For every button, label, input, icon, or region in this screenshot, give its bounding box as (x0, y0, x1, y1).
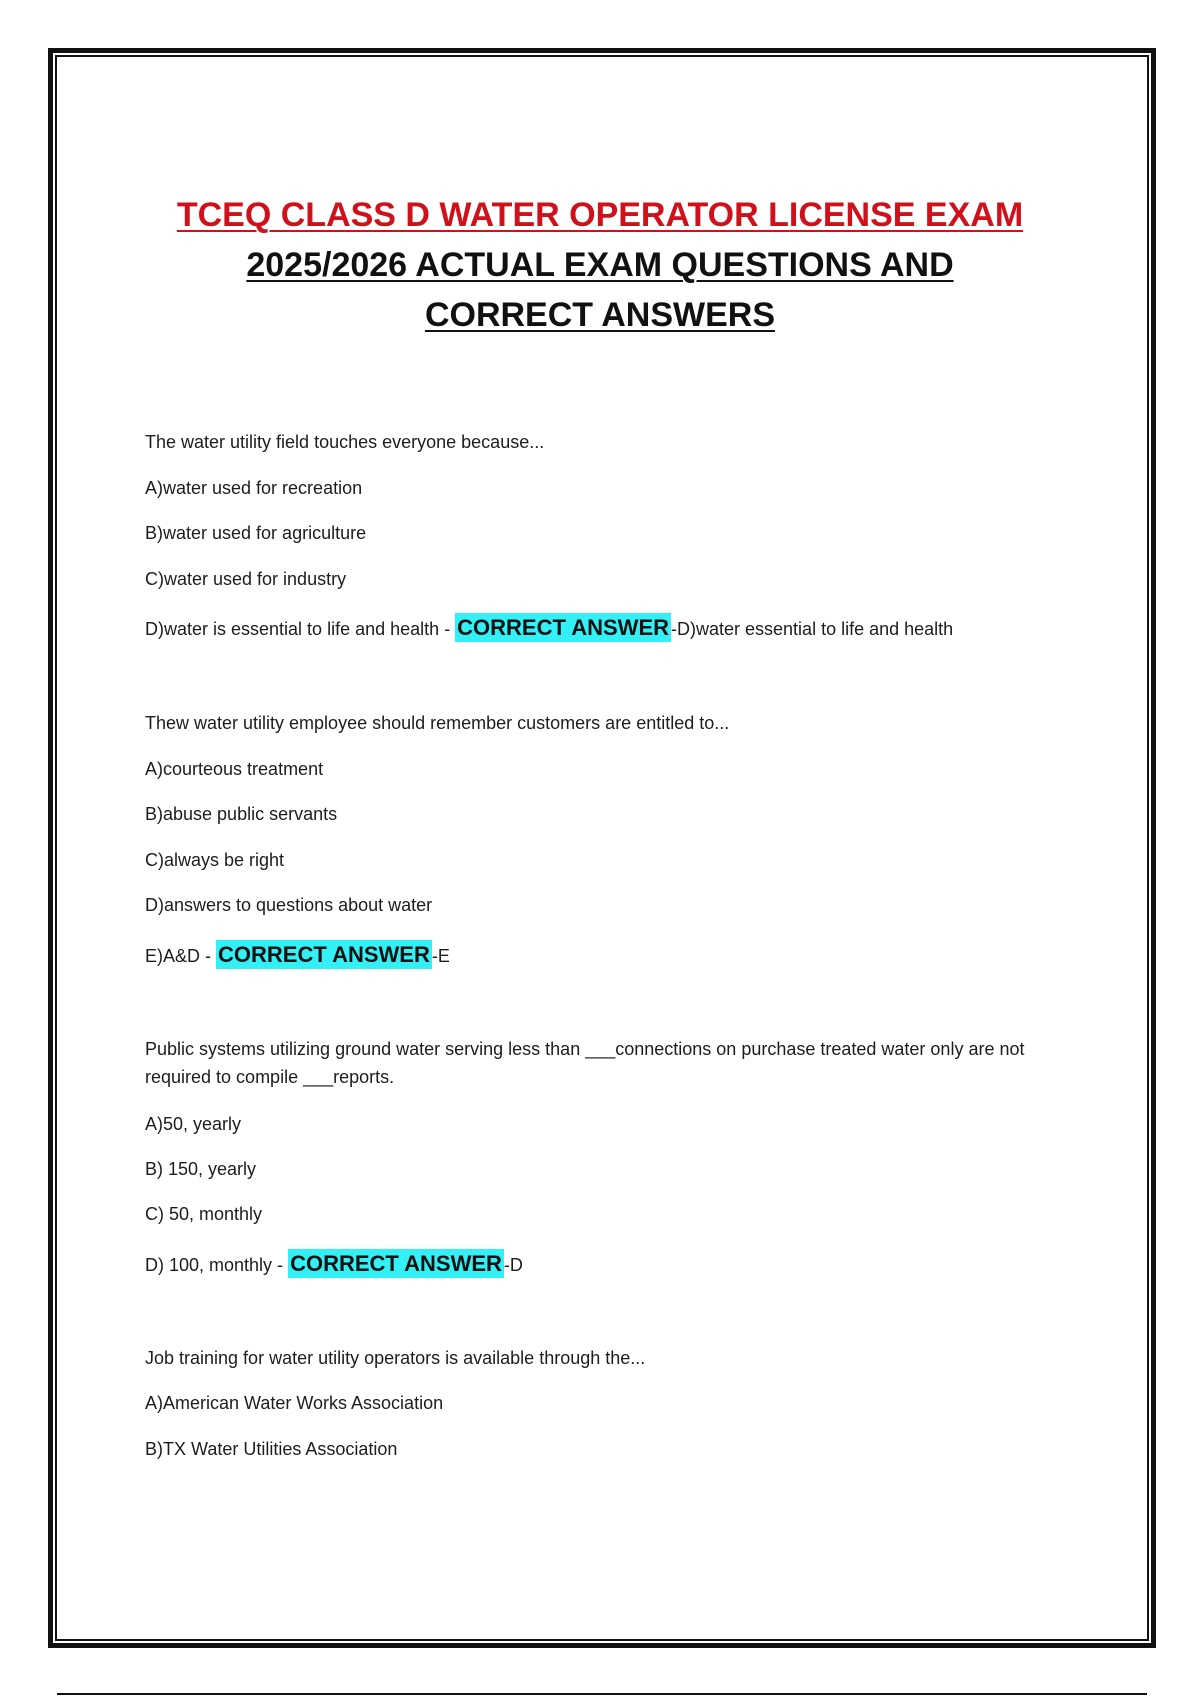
title-line-1: TCEQ CLASS D WATER OPERATOR LICENSE EXAM (176, 196, 1024, 234)
title-line-3: CORRECT ANSWERS (424, 296, 776, 334)
q1-answer: -D)water essential to life and health (671, 619, 954, 639)
q2-option-a: A)courteous treatment (145, 759, 324, 779)
q2-option-b: B)abuse public servants (145, 804, 338, 824)
q4-option-b: B)TX Water Utilities Association (145, 1439, 398, 1459)
q3-answer: -D (503, 1255, 523, 1275)
q3-option-a: A)50, yearly (145, 1114, 242, 1134)
q3-correct-answer-label: CORRECT ANSWER (290, 1251, 502, 1276)
q2-option-e: E)A&D - (145, 946, 217, 966)
q4-option-a: A)American Water Works Association (145, 1393, 444, 1413)
q1-option-a: A)water used for recreation (145, 478, 363, 498)
q3-option-d: D) 100, monthly - (145, 1255, 289, 1275)
q3-option-d-row (145, 1252, 1045, 1277)
q1-question: The water utility field touches everyone because... (145, 432, 545, 452)
q1-correct-answer-label: CORRECT ANSWER (457, 615, 670, 640)
q4-question: Job training for water utility operators is available through the... (145, 1348, 646, 1368)
title-line-2: 2025/2026 ACTUAL EXAM QUESTIONS AND (246, 246, 954, 284)
q3-option-b: B) 150, yearly (145, 1159, 257, 1179)
q2-option-c: C)always be right (145, 850, 285, 870)
footer-rule (57, 1693, 1147, 1695)
q3-question: Public systems utilizing ground water serving less than ___connections on purchase treated water only are not required to compile ___reports. (145, 1039, 1025, 1087)
q1-option-d: D)water is essential to life and health - (145, 619, 456, 639)
q1-option-b: B)water used for agriculture (145, 523, 367, 543)
q1-option-c: C)water used for industry (145, 569, 347, 589)
q2-correct-answer-label: CORRECT ANSWER (218, 942, 430, 967)
q2-option-e-row (145, 943, 1045, 968)
q2-answer: -E (431, 946, 450, 966)
q2-option-d: D)answers to questions about water (145, 895, 433, 915)
q2-question: Thew water utility employee should remember customers are entitled to... (145, 713, 730, 733)
q1-option-d-row (145, 616, 1045, 641)
q3-option-c: C) 50, monthly (145, 1204, 263, 1224)
